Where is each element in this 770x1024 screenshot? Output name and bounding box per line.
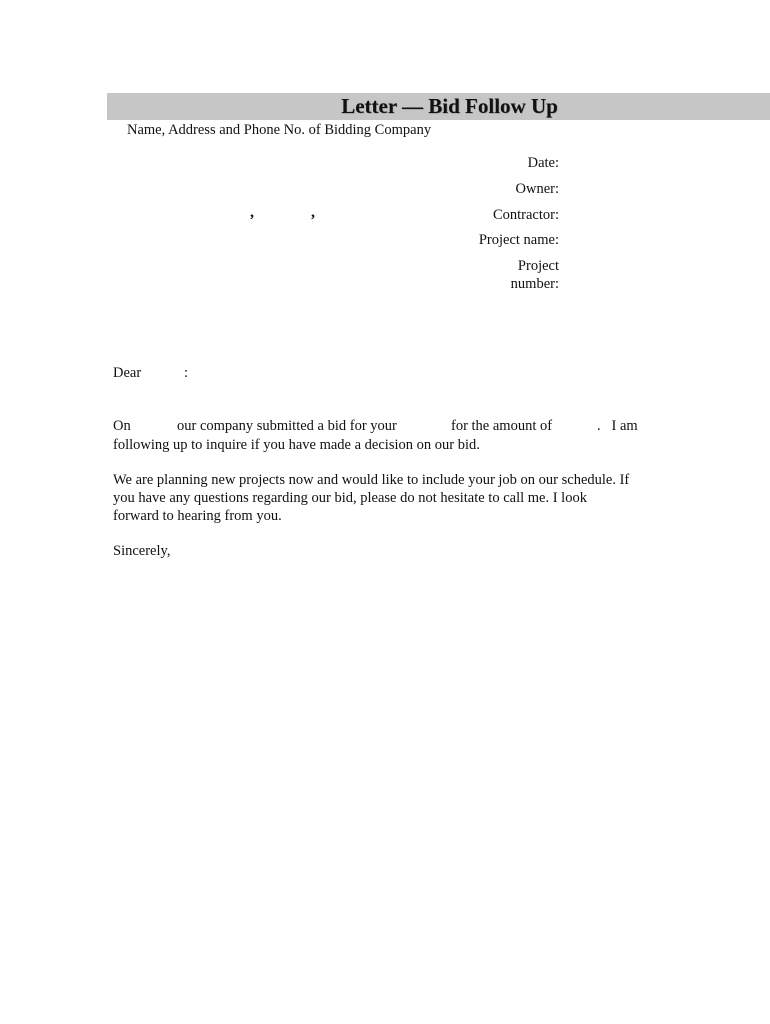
paragraph2-line1: We are planning new projects now and would like to include your job on our schedule. If: [113, 472, 630, 488]
address-comma-2: ,: [311, 204, 315, 221]
paragraph1-submitted: our company submitted a bid for your: [177, 418, 397, 434]
closing: Sincerely,: [113, 543, 171, 559]
project-number-label-line2: number:: [510, 276, 559, 292]
owner-label: Owner:: [515, 181, 559, 197]
paragraph2-line2: you have any questions regarding our bid, please do not hesitate to call me. I look: [113, 490, 587, 506]
salutation-colon: :: [184, 365, 189, 381]
salutation-dear: Dear: [113, 365, 142, 381]
paragraph2-line3: forward to hearing from you.: [113, 508, 282, 524]
paragraph1-amount: for the amount of: [451, 418, 553, 434]
contractor-label: Contractor:: [492, 207, 559, 223]
project-name-label: Project name:: [478, 232, 559, 248]
company-info-line: Name, Address and Phone No. of Bidding Company: [127, 122, 432, 138]
address-comma-1: ,: [250, 204, 254, 221]
paragraph1-i-am: . I am: [597, 418, 638, 434]
project-number-label-line1: Project: [517, 258, 559, 274]
letter-title: Letter — Bid Follow Up: [341, 94, 558, 118]
paragraph1-line2: following up to inquire if you have made a decision on our bid.: [113, 437, 480, 453]
date-label: Date:: [527, 155, 559, 171]
paragraph1-on: On: [113, 418, 131, 434]
